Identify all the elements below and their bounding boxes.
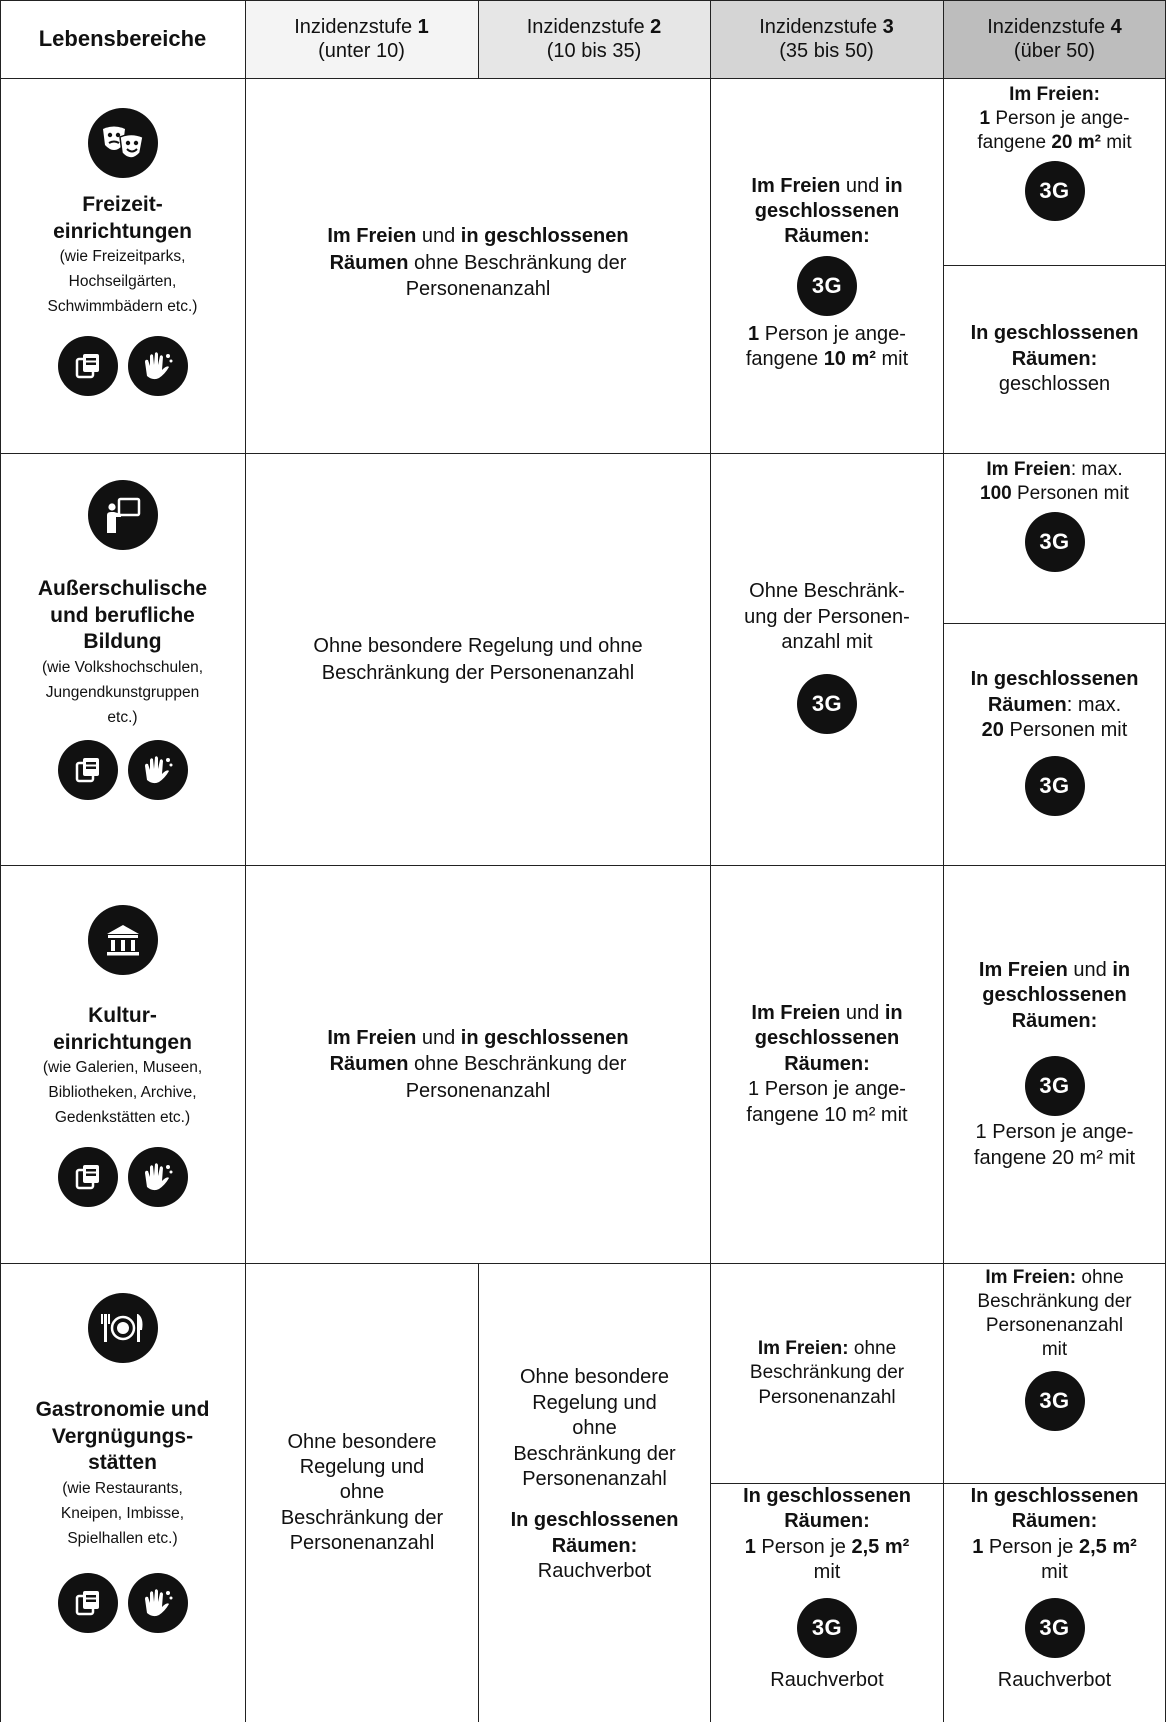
header-stage-number: 2 [650, 16, 662, 38]
category-gastronomie [0, 1293, 245, 1633]
category-examples: (wie Volkshochschulen, [41, 658, 204, 676]
category-examples: Jungendkunstgruppen [45, 683, 200, 701]
header-stage-range: (10 bis 35) [546, 40, 642, 62]
category-title: Vergnügungs- [51, 1424, 194, 1448]
header-stage-1 [245, 0, 478, 78]
category-examples: Kneipen, Imbisse, [60, 1504, 185, 1522]
header-stage-4 [943, 0, 1166, 78]
3g-badge: 3G [797, 674, 857, 734]
category-bildung [0, 480, 245, 800]
category-examples: (wie Freizeitparks, [59, 248, 186, 266]
cell-bildung-stufe-3: Ohne Beschränk- ung der Personen- anzahl mit 3G [711, 454, 943, 865]
theater-masks-icon [88, 108, 158, 178]
3g-badge: 3G [1025, 512, 1085, 572]
plate-cutlery-icon [88, 1293, 158, 1363]
3g-badge: 3G [1025, 1056, 1085, 1116]
header-lebensbereiche: Lebensbereiche [38, 25, 207, 51]
category-title: Freizeit- [82, 193, 163, 216]
category-title: Gastronomie und [35, 1398, 210, 1421]
header-stage-range: (35 bis 50) [779, 40, 874, 62]
category-title: Außerschulische [37, 577, 208, 600]
documents-icon [58, 336, 118, 396]
hand-washing-icon [128, 1573, 188, 1633]
header-stage-range: (über 50) [1013, 40, 1096, 62]
cell-bildung-stufe-4-indoor: In geschlossenen Räumen: max. 20 Personen mit 3G [944, 624, 1165, 865]
category-examples: Hochseilgärten, [68, 273, 177, 291]
cell-kultur-stufe-1-2: Im Freien und in geschlossenen Räumen ohne Beschränkung der Personenanzahl [327, 1026, 629, 1102]
category-examples: etc.) [107, 708, 138, 726]
category-examples: (wie Galerien, Museen, [42, 1059, 203, 1077]
category-examples: Spielhallen etc.) [67, 1529, 178, 1547]
documents-icon [58, 1147, 118, 1207]
teacher-board-icon [88, 480, 158, 550]
cell-gastro-stufe-1: Ohne besondere Regelung und ohne Beschränkung der Personenanzahl [280, 1430, 444, 1555]
3g-badge: 3G [1025, 1371, 1085, 1431]
header-stage-number: 4 [1110, 16, 1122, 38]
museum-building-icon [88, 905, 158, 975]
documents-icon [58, 1573, 118, 1633]
cell-gastro-stufe-4-indoor: In geschlossenen Räumen: 1 Person je 2,5 m² mit 3G Rauchverbot [970, 1485, 1139, 1691]
cell-kultur-stufe-4: Im Freien und in geschlossenen Räumen: 3G 1 Person je ange- fangene 20 m² mit [973, 959, 1136, 1169]
cell-freizeit-stufe-4-indoor: In geschlossenen Räumen: geschlossen [970, 322, 1139, 396]
hand-washing-icon [128, 1147, 188, 1207]
category-title: Kultur- [88, 1004, 157, 1027]
3g-badge: 3G [797, 256, 857, 316]
3g-badge: 3G [1025, 161, 1085, 221]
header-stage-label: Inzidenzstufe [987, 16, 1106, 38]
header-stage-range: (unter 10) [318, 40, 405, 62]
header-stage-label: Inzidenzstufe [759, 16, 878, 38]
category-title: einrichtungen [53, 1030, 192, 1054]
3g-badge: 3G [1025, 1598, 1085, 1658]
header-stage-number: 1 [417, 16, 429, 38]
cell-kultur-stufe-3: Im Freien und in geschlossenen Räumen: 1 Person je ange- fangene 10 m² mit [746, 1002, 908, 1126]
cell-bildung-stufe-4-outdoor: Im Freien: max. 100 Personen mit 3G [944, 454, 1165, 623]
cell-bildung-stufe-1-2: Ohne besondere Regelung und ohne Beschränkung der Personenanzahl [313, 634, 643, 684]
documents-icon [58, 740, 118, 800]
cell-gastro-stufe-3-indoor: In geschlossenen Räumen: 1 Person je 2,5 m² mit 3G Rauchverbot [743, 1485, 911, 1691]
category-examples: (wie Restaurants, [62, 1479, 183, 1497]
hand-washing-icon [128, 740, 188, 800]
category-examples: Schwimmbädern etc.) [47, 297, 198, 315]
hand-washing-icon [128, 336, 188, 396]
header-stage-number: 3 [882, 16, 894, 38]
cell-gastro-stufe-3-outdoor: Im Freien: ohne Beschränkung der Personenanzahl [749, 1338, 905, 1408]
category-freizeit [0, 108, 245, 396]
category-title: Bildung [83, 630, 162, 654]
category-title: einrichtungen [53, 219, 192, 243]
header-stage-label: Inzidenzstufe [294, 16, 413, 38]
cell-freizeit-stufe-3: Im Freien und in geschlossenen Räumen: 3G 1 Person je ange- fangene 10 m² mit [745, 174, 909, 371]
cell-gastro-stufe-4-outdoor: Im Freien: ohne Beschränkung der Personenanzahl mit 3G [944, 1264, 1165, 1483]
cell-gastro-stufe-2: Ohne besondere Regelung und ohne Beschränkung der Personenanzahl In geschlossenen Räumen: Rauchverbot [510, 1366, 679, 1583]
header-stage-2 [478, 0, 710, 78]
category-kultur [0, 905, 245, 1207]
header-stage-label: Inzidenzstufe [526, 16, 645, 38]
category-title: und berufliche [50, 603, 195, 627]
category-examples: Bibliotheken, Archive, [48, 1084, 197, 1102]
header-stage-3 [710, 0, 943, 78]
category-examples: Gedenkstätten etc.) [54, 1108, 191, 1126]
3g-badge: 3G [1025, 756, 1085, 816]
cell-freizeit-stufe-4-outdoor: Im Freien: 1 Person je ange- fangene 20 m² mit 3G [944, 79, 1165, 265]
3g-badge: 3G [797, 1598, 857, 1658]
category-title: stätten [88, 1451, 157, 1475]
cell-freizeit-stufe-1-2: Im Freien und in geschlossenen Räumen ohne Beschränkung der Personenanzahl [327, 225, 629, 301]
